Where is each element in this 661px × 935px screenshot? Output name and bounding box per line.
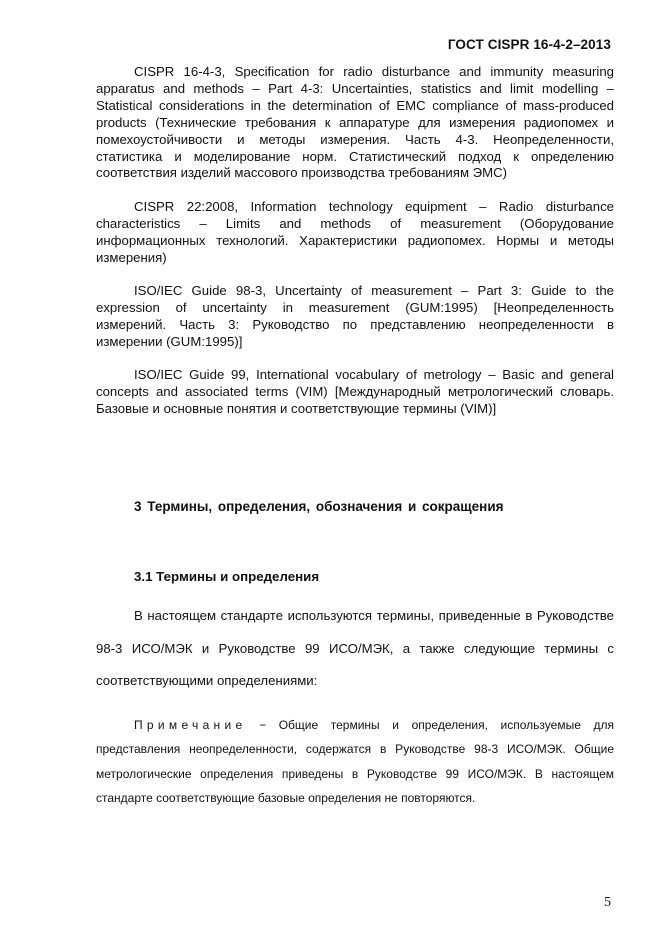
body-paragraph: В настоящем стандарте используются термины, приведенные в Руководстве 98-3 ИСО/МЭК и Руководстве 99 ИСО/МЭК, а также следующие термины с соответствующими определениями: <box>96 608 614 688</box>
document-code-header: ГОСТ CISPR 16-4-2–2013 <box>447 37 611 52</box>
note-label: Примечание <box>134 718 247 732</box>
subsection-heading: 3.1 Термины и определения <box>134 569 320 584</box>
reference-item: CISPR 22:2008, Information technology equipment – Radio disturbance characteristics – Limits and methods of measurement (Оборудование информационных технологий. Характеристики радиопомех. Нормы и методы измерения) <box>96 198 614 265</box>
reference-item: CISPR 16-4-3, Specification for radio disturbance and immunity measuring apparatus and methods – Part 4-3: Uncertainties, statistics and limit modelling – Statistical considerations in the determination of EMC compliance of mass-produced products (Технические требования к аппаратуре для измерения радиопомех и помехоустойчивости и методы измерения. Часть 4-3. Неопределенности, статистика и моделирование норм. Статистический подход к определению соответствия изделий массового производства требованиям ЭМС) <box>96 64 614 181</box>
page-number: 5 <box>604 895 611 910</box>
reference-item: ISO/IEC Guide 99, International vocabulary of metrology – Basic and general concepts and associated terms (VIM) [Международный метрологический словарь. Базовые и основные понятия и соответствующие термины (VIM)] <box>96 367 614 417</box>
note-text: − Общие термины и определения, используемые для представления неопределенности, содержатся в Руководстве 98-3 ИСО/МЭК. Общие метрологические определения приведены в Руководстве 99 ИСО/МЭК. В настоящем стандарте соответствующие базовые определения не повторяются. <box>96 718 614 805</box>
normative-references-list <box>96 64 614 435</box>
reference-item: ISO/IEC Guide 98-3, Uncertainty of measurement – Part 3: Guide to the expression of uncertainty in measurement (GUM:1995) [Неопределенность измерений. Часть 3: Руководство по представлению неопределенности в измерении (GUM:1995)] <box>96 283 614 349</box>
note-paragraph <box>96 713 614 810</box>
section-heading: 3 Термины, определения, обозначения и сокращения <box>134 499 504 514</box>
